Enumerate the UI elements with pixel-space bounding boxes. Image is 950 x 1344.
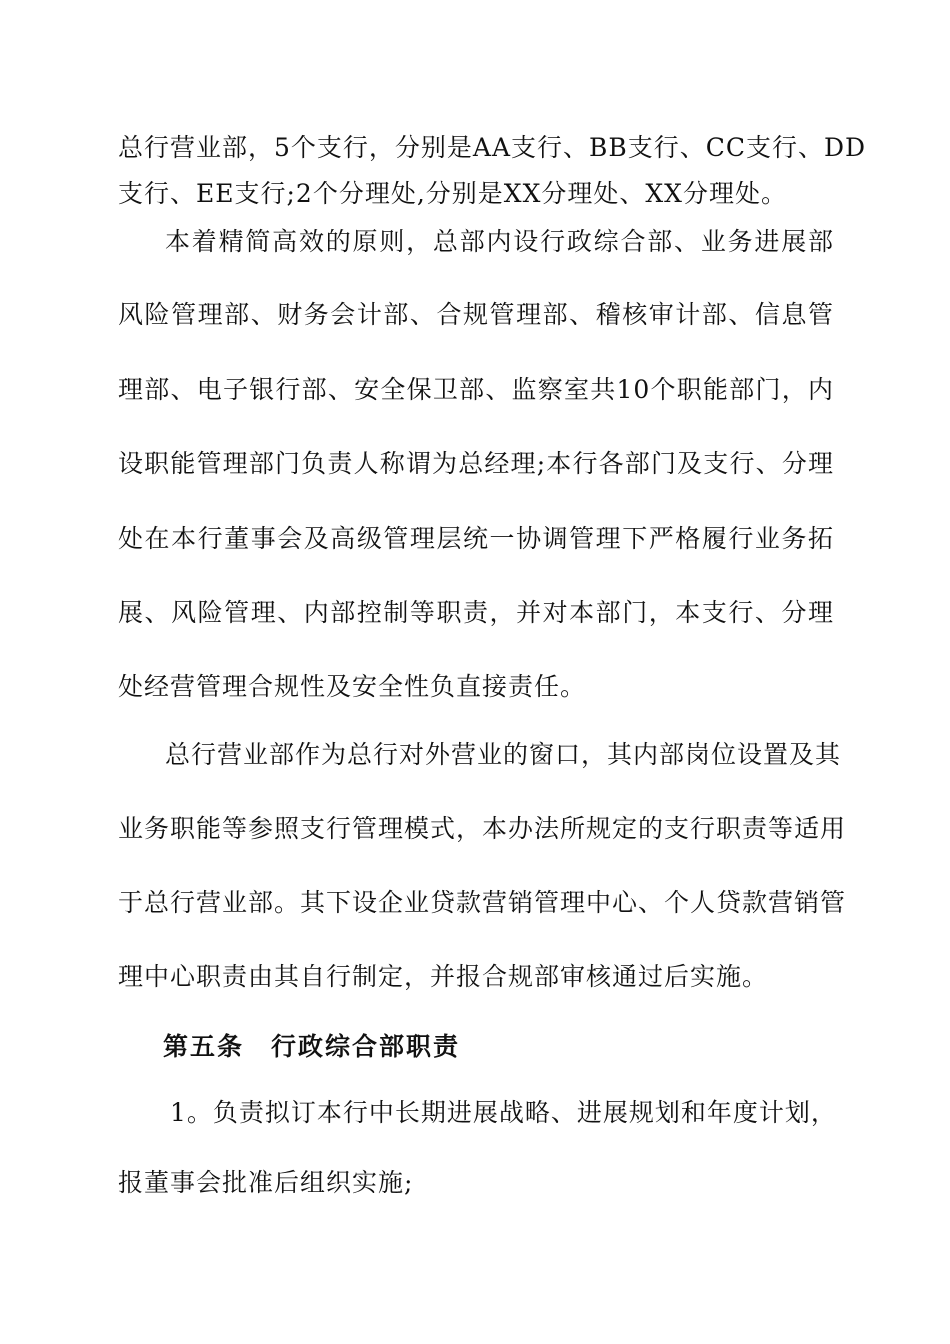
paragraph-3-line-2: 业务职能等参照支行管理模式，本办法所规定的支行职责等适用 <box>118 814 847 843</box>
item-1-line-1: 1。负责拟订本行中长期进展战略、进展规划和年度计划， <box>170 1098 837 1127</box>
paragraph-2-line-5: 处在本行董事会及高级管理层统一协调管理下严格履行业务拓 <box>118 524 834 553</box>
paragraph-2-line-1: 本着精简高效的原则，总部内设行政综合部、业务进展部 <box>165 227 834 256</box>
section-heading: 第五条 行政综合部职责 <box>163 1032 461 1061</box>
paragraph-2-line-2: 风险管理部、财务会计部、合规管理部、稽核审计部、信息管 <box>118 300 834 329</box>
paragraph-3-line-1: 总行营业部作为总行对外营业的窗口，其内部岗位设置及其 <box>165 740 842 769</box>
paragraph-2-line-4: 设职能管理部门负责人称谓为总经理;本行各部门及支行、分理 <box>118 449 834 478</box>
item-1-line-2: 报董事会批准后组织实施; <box>118 1168 414 1197</box>
paragraph-1-line-1: 总行营业部，5个支行，分别是AA支行、BB支行、CC支行、DD <box>118 133 867 162</box>
paragraph-2-line-6: 展、风险管理、内部控制等职责，并对本部门，本支行、分理 <box>118 598 834 627</box>
paragraph-2-line-7: 处经营管理合规性及安全性负直接责任。 <box>118 672 587 701</box>
paragraph-1-line-2: 支行、EE支行;2个分理处,分别是XX分理处、XX分理处。 <box>118 179 787 208</box>
paragraph-3-line-4: 理中心职责由其自行制定，并报合规部审核通过后实施。 <box>118 962 769 991</box>
paragraph-3-line-3: 于总行营业部。其下设企业贷款营销管理中心、个人贷款营销管 <box>118 888 847 917</box>
paragraph-2-line-3: 理部、电子银行部、安全保卫部、监察室共10个职能部门，内 <box>118 375 834 404</box>
